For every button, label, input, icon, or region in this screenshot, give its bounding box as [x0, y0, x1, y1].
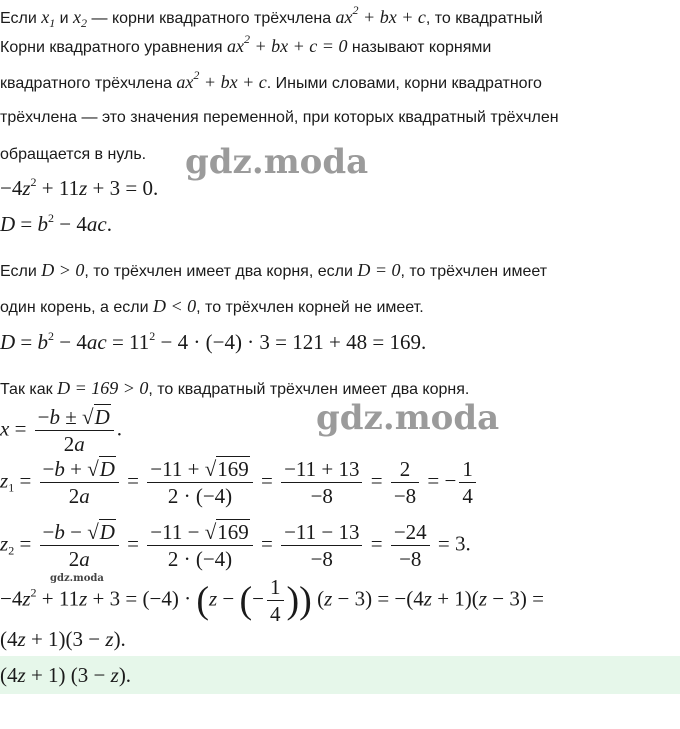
text-fragment: Если — [0, 263, 42, 280]
text-line-4 — [0, 107, 559, 129]
text-fragment: называют корнями — [347, 39, 492, 56]
math-x1: $x_1$ — [41, 7, 56, 30]
math-inline: D = 169 > 0 — [57, 378, 149, 398]
equation-line: $-4z^2 + 11z + 3 = (-4) \cdot (z$ − (− $\frac{1}{4}$ )) (z − 3) = −(4z + 1)(z − 3) = — [0, 575, 544, 626]
text-fragment: , то трёхчлен корней не имеет. — [196, 299, 424, 316]
watermark-logo: gdz.moda — [185, 142, 369, 182]
text-fragment: один корень, а если — [0, 299, 153, 316]
text-fragment: обращается в нуль. — [0, 146, 147, 163]
text-fragment: трёхчлена — это значения переменной, при которых квадратный трёхчлен — [0, 109, 559, 126]
math-trinomial: $ax^2$ + bx + c — [176, 68, 267, 92]
answer-line: (4z + 1) (3 − z). — [0, 663, 132, 687]
text-line-1 — [0, 3, 543, 30]
text-fragment: , то квадратный — [425, 10, 543, 27]
text-line-3 — [0, 68, 542, 95]
equation-line: $z_2$ = $\frac{-b - √D}{2a}$ = $\frac{-11 - √169}{2 \cdot (-4)}$ = $\frac{-11 - 13}{-8}$ = $\frac{-24}{-8}$ = 3. — [0, 520, 471, 571]
text-fragment: , то трёхчлен имеет — [400, 263, 548, 280]
text-fragment: и — [55, 10, 74, 27]
equation-line: $z_1$ = $\frac{-b + √D}{2a}$ = $\frac{-11 + √169}{2 \cdot (-4)}$ = $\frac{-11 + 13}{-8}$ = $\frac{2}{-8}$ = − $\frac{1}{4}$ — [0, 456, 479, 509]
math-trinomial: $ax^2$ + bx + c — [335, 3, 426, 27]
text-line-5 — [0, 144, 146, 166]
text-line-7 — [0, 295, 424, 319]
text-fragment: , то квадратный трёхчлен имеет два корня. — [148, 381, 470, 398]
math-inline: D > 0 — [41, 260, 85, 280]
equation-line: x = $\frac{-b \pm √D}{2a}$ . — [0, 405, 122, 456]
equation-line: (4z + 1)(3 − z). — [0, 627, 126, 651]
text-fragment: квадратного трёхчлена — [0, 75, 177, 92]
text-fragment: , то трёхчлен имеет два корня, если — [84, 263, 358, 280]
text-fragment: . Иными словами, корни квадратного — [266, 75, 542, 92]
math-equation: $ax^2$ + bx + c = 0 — [226, 32, 348, 56]
text-line-6 — [0, 259, 547, 283]
math-x2: $x_2$ — [73, 7, 88, 30]
text-fragment: Корни квадратного уравнения — [0, 39, 227, 56]
equation-line: $D = b^2 - 4ac = 11^2 - 4 \cdot (-4) \cdot 3 = 121 + 48 = 169$. — [0, 329, 427, 354]
watermark-logo-small: gdz.moda — [50, 573, 104, 584]
equation-line: $D = b^2 - 4ac$. — [0, 211, 112, 236]
equation-line: $-4z^2 + 11z + 3 = 0$. — [0, 175, 159, 200]
text-fragment: — корни квадратного трёхчлена — [87, 10, 336, 27]
watermark-logo: gdz.moda — [316, 398, 500, 438]
text-fragment: Так как — [0, 381, 58, 398]
text-line-2 — [0, 32, 492, 59]
math-inline: D = 0 — [357, 260, 401, 280]
text-fragment: Если — [0, 10, 42, 27]
math-inline: D < 0 — [153, 296, 197, 316]
